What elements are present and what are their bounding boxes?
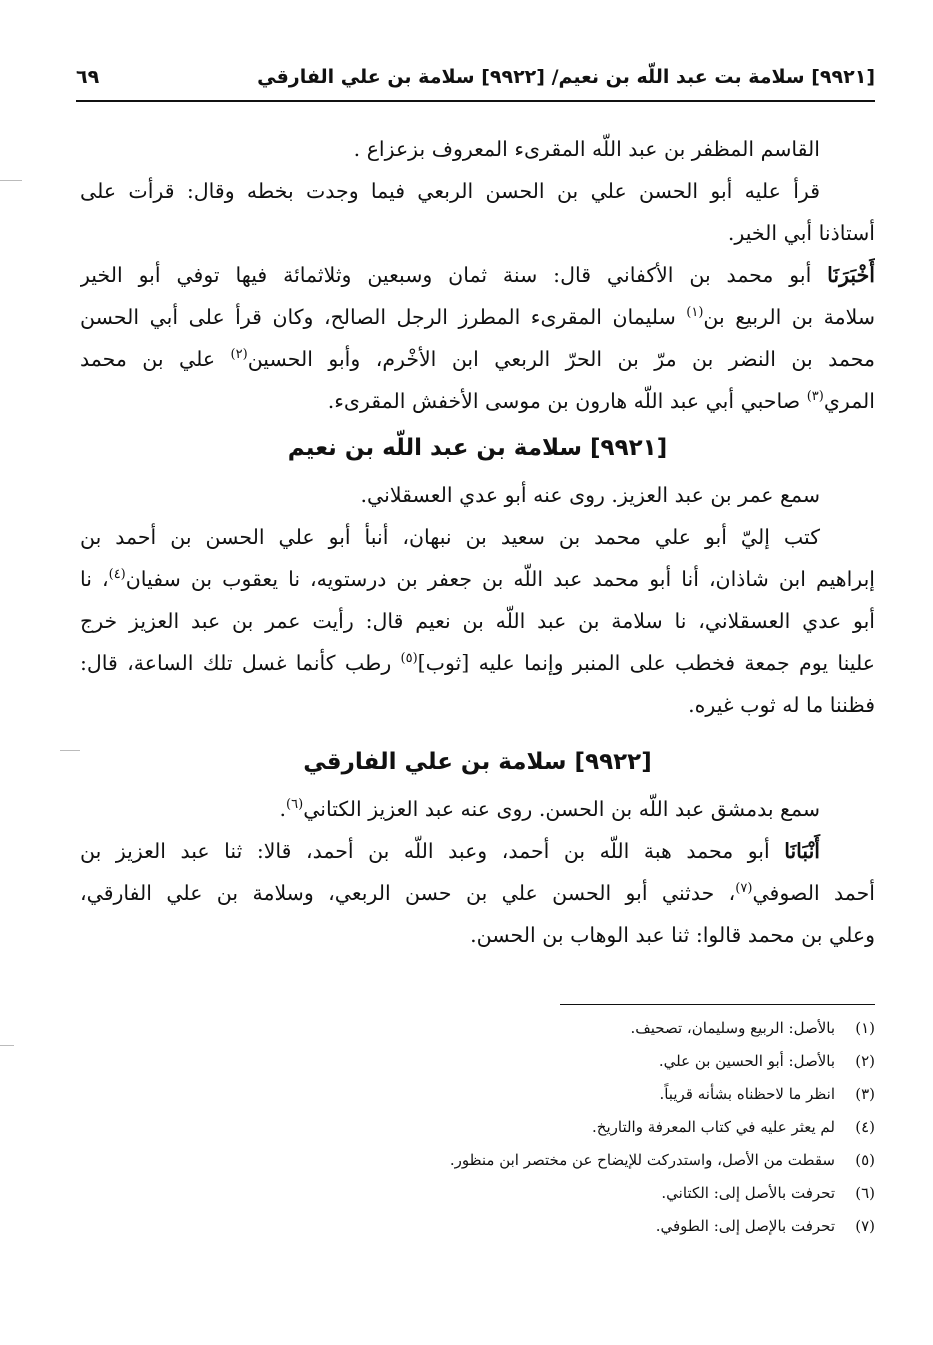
text-line: قرأ عليه أبو الحسن علي بن الحسن الربعي فيما وجدت بخطه وقال: قرأت على xyxy=(80,179,820,203)
text-segment: محمد بن النضر بن مرّ بن الحرّ الربعي ابن الأخْرم، وأبو الحسين xyxy=(247,347,875,371)
text-line xyxy=(80,558,875,600)
scan-margin-mark xyxy=(0,180,22,181)
page-number: ٦٩ xyxy=(76,66,100,88)
footnote-number: (٥) xyxy=(855,1151,875,1169)
footnote xyxy=(200,1012,875,1045)
text-segment: . xyxy=(279,797,287,821)
scan-margin-mark xyxy=(0,1045,14,1046)
footnote-ref[interactable]: (٦) xyxy=(286,797,304,813)
text-line xyxy=(80,254,875,296)
footnote xyxy=(200,1078,875,1111)
footnote-text: انظر ما لاحظناه بشأنه قريباً. xyxy=(659,1085,835,1103)
text-segment: سلامة بن الربيع بن xyxy=(703,305,875,329)
footnote xyxy=(200,1045,875,1078)
entry-heading-9922: [٩٩٢٢] سلامة بن علي الفارقي xyxy=(303,749,652,775)
footnote-ref[interactable]: (٢) xyxy=(230,347,248,363)
text-segment: صاحبي أبي عبد اللّه هارون بن موسى الأخفش المقرىء. xyxy=(327,389,807,413)
text-line xyxy=(80,338,875,380)
footnote xyxy=(200,1177,875,1210)
footnote-number: (٢) xyxy=(855,1052,875,1070)
text-line xyxy=(80,788,875,830)
text-segment: ، حدثني أبو الحسن علي بن حسن الربعي، وسلامة بن علي الفارقي، xyxy=(80,881,736,905)
footnote-ref[interactable]: (٧) xyxy=(735,881,753,897)
footnote-text: لم يعثر عليه في كتاب المعرفة والتاريخ. xyxy=(592,1118,835,1136)
text-line xyxy=(80,380,875,422)
text-line xyxy=(80,830,875,872)
keyword-akhbarana: أَخْبَرَنَا xyxy=(827,263,875,287)
footnote-separator xyxy=(560,1004,875,1005)
keyword-anbana: أَنْبَانَا xyxy=(784,839,820,863)
footnote-number: (٣) xyxy=(855,1085,875,1103)
text-segment: أحمد الصوفي xyxy=(752,881,875,905)
entry-heading-9921: [٩٩٢١] سلامة بن عبد اللّه بن نعيم xyxy=(287,435,668,461)
text-segment: علينا يوم جمعة فخطب على المنبر وإنما عليه [ثوب] xyxy=(417,651,875,675)
footnote-text: تحرفت بالأصل إلى: الكتاني. xyxy=(661,1184,835,1202)
scan-margin-mark xyxy=(60,750,80,751)
text-line: القاسم المظفر بن عبد اللّه المقرىء المعروف بزعزاع . xyxy=(353,137,820,161)
footnotes xyxy=(200,1012,875,1243)
text-line xyxy=(80,872,875,914)
text-line xyxy=(80,296,875,338)
footnote xyxy=(200,1210,875,1243)
spacer xyxy=(80,726,875,736)
text-line: وعلي بن محمد قالوا: ثنا عبد الوهاب بن الحسن. xyxy=(470,923,875,947)
text-line: فظننا ما له ثوب غيره. xyxy=(688,693,875,717)
footnote xyxy=(200,1144,875,1177)
running-header xyxy=(76,62,875,102)
text-line xyxy=(80,642,875,684)
main-text xyxy=(80,128,875,956)
text-line: أبو عدي العسقلاني، نا سلامة بن عبد اللّه بن نعيم قال: رأيت عمر بن عبد العزيز خرج xyxy=(80,609,875,633)
footnote-text: تحرفت بالإصل إلى: الطوفي. xyxy=(655,1217,835,1235)
text-line: سمع عمر بن عبد العزيز. روى عنه أبو عدي العسقلاني. xyxy=(360,483,820,507)
footnote-ref[interactable]: (٥) xyxy=(400,651,418,667)
running-title: [٩٩٢١] سلامة بت عبد اللّه بن نعيم/ [٩٩٢٢] سلامة بن علي الفارقي xyxy=(257,66,875,88)
text-segment: المري xyxy=(823,389,875,413)
footnote-number: (٧) xyxy=(855,1217,875,1235)
text-segment: أبو محمد بن الأكفاني قال: سنة ثمان وسبعين وثلاثمائة فيها توفي أبو الخير xyxy=(80,263,828,287)
footnote-ref[interactable]: (٣) xyxy=(806,389,824,405)
text-segment: رطب كأنما غسل تلك الساعة، قال: xyxy=(80,651,401,675)
text-segment: أبو محمد هبة اللّه بن أحمد، وعبد اللّه بن أحمد، قالا: ثنا عبد العزيز بن xyxy=(80,839,785,863)
text-segment: سمع بدمشق عبد اللّه بن الحسن. روى عنه عبد العزيز الكتاني xyxy=(303,797,820,821)
footnote-number: (١) xyxy=(855,1019,875,1037)
footnote-number: (٤) xyxy=(855,1118,875,1136)
footnote-ref[interactable]: (٤) xyxy=(108,567,126,583)
footnote-number: (٦) xyxy=(855,1184,875,1202)
text-line: كتب إليّ أبو علي محمد بن سعيد بن نبهان، أنبأ أبو علي الحسن بن أحمد بن xyxy=(80,525,820,549)
text-segment: سليمان المقرىء المطرز الرجل الصالح، وكان قرأ على أبي الحسن xyxy=(80,305,687,329)
footnote-ref[interactable]: (١) xyxy=(686,305,704,321)
footnote xyxy=(200,1111,875,1144)
text-segment: ، نا xyxy=(80,567,109,591)
footnote-text: سقطت من الأصل، واستدركت للإيضاح عن مختصر ابن منظور. xyxy=(449,1151,835,1169)
text-segment: علي بن محمد xyxy=(80,347,231,371)
footnote-text: بالأصل: أبو الحسين بن علي. xyxy=(658,1052,835,1070)
text-segment: إبراهيم ابن شاذان، أنا أبو محمد عبد اللّه بن جعفر بن درستويه، نا يعقوب بن سفيان xyxy=(125,567,875,591)
text-line: أستاذنا أبي الخير. xyxy=(727,221,875,245)
footnote-text: بالأصل: الربيع وسليمان، تصحيف. xyxy=(630,1019,835,1037)
